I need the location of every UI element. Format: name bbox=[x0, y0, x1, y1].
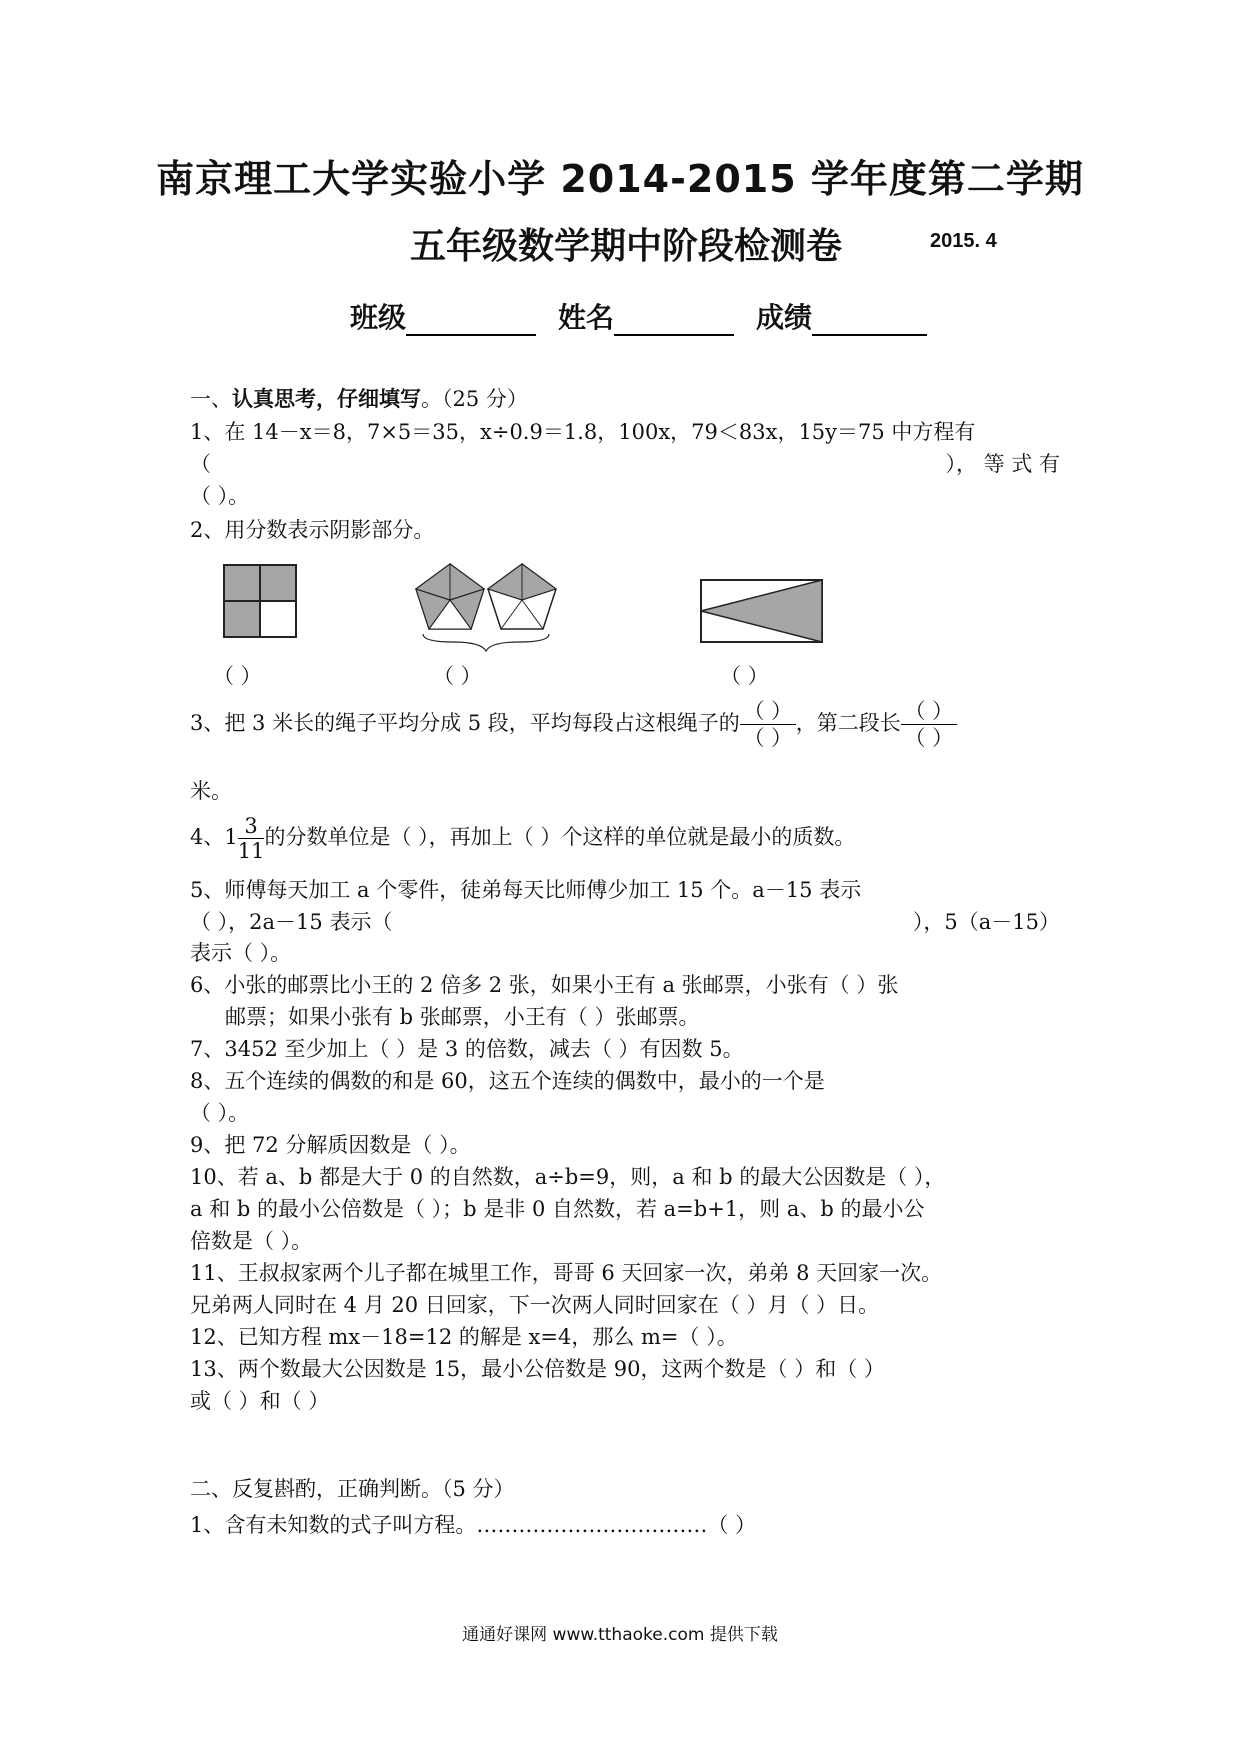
q5-line2 bbox=[190, 907, 1060, 937]
q1-line1: 1、在 14－x＝8，7×5＝35，x÷0.9＝1.8，100x，79＜83x，15y＝75 中方程有 bbox=[190, 420, 976, 444]
q6-line1: 6、小张的邮票比小王的 2 倍多 2 张，如果小王有 a 张邮票，小张有（ ）张 bbox=[190, 973, 899, 997]
class-label: 班级 bbox=[350, 301, 407, 334]
q13-line1: 13、两个数最大公因数是 15，最小公倍数是 90，这两个数是（ ）和（ ） bbox=[190, 1357, 885, 1381]
score-blank[interactable] bbox=[812, 304, 927, 336]
q3-frac1-numerator: （ ） bbox=[740, 698, 796, 725]
q4-numerator: 3 bbox=[238, 814, 265, 839]
brace-mark bbox=[423, 634, 549, 651]
q12-line: 12、已知方程 mx－18=12 的解是 x=4，那么 m=（ ）。 bbox=[190, 1325, 738, 1349]
name-blank[interactable] bbox=[614, 304, 734, 336]
q4-number: 4、 bbox=[190, 825, 225, 849]
q4-line bbox=[190, 814, 1060, 863]
q2-answer3[interactable]: （ ） bbox=[720, 664, 769, 688]
section1-title: 认真思考，仔细填写 bbox=[232, 387, 421, 411]
q10-line2: a 和 b 的最小公倍数是（ ）；b 是非 0 自然数，若 a=b+1，则 a、b 的最小公 bbox=[190, 1197, 925, 1221]
q6-line2: 邮票；如果小张有 b 张邮票，小王有（ ）张邮票。 bbox=[225, 1005, 700, 1029]
q13-line2: 或（ ）和（ ） bbox=[190, 1389, 330, 1413]
q5-line3: 表示（ ）。 bbox=[190, 941, 292, 965]
exam-date: 2015. 4 bbox=[930, 230, 997, 252]
exam-title-line2: 五年级数学期中阶段检测卷 bbox=[410, 226, 843, 267]
shaded-triangle-figure bbox=[699, 578, 824, 644]
q11-line2: 兄弟两人同时在 4 月 20 日回家，下一次两人同时回家在（ ）月（ ）日。 bbox=[190, 1293, 880, 1317]
pentagon-right bbox=[488, 564, 556, 629]
q4-mixed-whole: 1 bbox=[224, 825, 238, 849]
score-field[interactable] bbox=[756, 296, 927, 336]
q1-blank1-open: （ bbox=[190, 452, 211, 476]
q3-fraction-blank2[interactable] bbox=[901, 698, 957, 751]
q3-frac1-denominator: （ ） bbox=[743, 726, 793, 750]
class-field[interactable] bbox=[350, 296, 536, 336]
section1-heading bbox=[190, 384, 1060, 414]
q2-line: 2、用分数表示阴影部分。 bbox=[190, 518, 435, 542]
q3-fraction-blank1[interactable] bbox=[740, 698, 796, 751]
q3-text-b: ，第二段长 bbox=[795, 711, 901, 735]
class-blank[interactable] bbox=[406, 304, 536, 336]
q4-denominator: 11 bbox=[237, 839, 265, 863]
exam-title-line1: 南京理工大学实验小学 2014-2015 学年度第二学期 bbox=[156, 157, 1084, 201]
section1-number: 一、 bbox=[190, 387, 232, 411]
q4-text: 的分数单位是（ ），再加上（ ）个这样的单位就是最小的质数。 bbox=[264, 825, 856, 849]
q5-line2-part1: （ ），2a－15 表示（ bbox=[190, 910, 393, 934]
q3-frac2-denominator: （ ） bbox=[904, 726, 954, 750]
download-footer: 通通好课网 www.tthaoke.com 提供下载 bbox=[462, 1625, 778, 1645]
name-field[interactable] bbox=[558, 296, 734, 336]
q11-line1: 11、王叔叔家两个儿子都在城里工作，哥哥 6 天回家一次，弟弟 8 天回家一次。 bbox=[190, 1261, 943, 1285]
q8-line1: 8、五个连续的偶数的和是 60，这五个连续的偶数中，最小的一个是 bbox=[190, 1069, 825, 1093]
q1-line2 bbox=[190, 449, 1060, 479]
q1-blank1-close: ）， 等 式 有 bbox=[945, 452, 1060, 476]
q3-line2: 米。 bbox=[190, 779, 232, 803]
q2-answer2[interactable]: （ ） bbox=[433, 664, 482, 688]
q8-line2: （ ）。 bbox=[190, 1101, 250, 1125]
name-label: 姓名 bbox=[558, 301, 615, 334]
q10-line3: 倍数是（ ）。 bbox=[190, 1229, 313, 1253]
section1-score: 。（25 分） bbox=[421, 387, 528, 411]
q3-line1 bbox=[190, 698, 1060, 751]
score-label: 成绩 bbox=[756, 301, 813, 334]
student-info-row bbox=[350, 296, 927, 336]
q1-line3: （ ）。 bbox=[190, 484, 250, 508]
q5-line1: 5、师傅每天加工 a 个零件，徒弟每天比师傅少加工 15 个。a－15 表示 bbox=[190, 878, 862, 902]
section2-heading: 二、反复斟酌，正确判断。（5 分） bbox=[190, 1477, 515, 1501]
q9-line: 9、把 72 分解质因数是（ ）。 bbox=[190, 1133, 471, 1157]
two-pentagons-figure bbox=[413, 556, 563, 656]
pentagon-left bbox=[416, 564, 484, 629]
q2-answer1[interactable]: （ ） bbox=[213, 664, 262, 688]
q7-line: 7、3452 至少加上（ ）是 3 的倍数，减去（ ）有因数 5。 bbox=[190, 1037, 744, 1061]
shaded-square-figure bbox=[222, 563, 298, 639]
q4-fraction bbox=[238, 814, 265, 863]
q3-text-a: 3、把 3 米长的绳子平均分成 5 段，平均每段占这根绳子的 bbox=[190, 711, 740, 735]
section2-q1-line: 1、含有未知数的式子叫方程。……………………………（ ） bbox=[190, 1513, 757, 1537]
q10-line1: 10、若 a、b 都是大于 0 的自然数，a÷b=9，则，a 和 b 的最大公因数是（ ）， bbox=[190, 1165, 946, 1189]
q5-line2-part2: ），5（a－15） bbox=[912, 910, 1060, 934]
q3-frac2-numerator: （ ） bbox=[901, 698, 957, 725]
